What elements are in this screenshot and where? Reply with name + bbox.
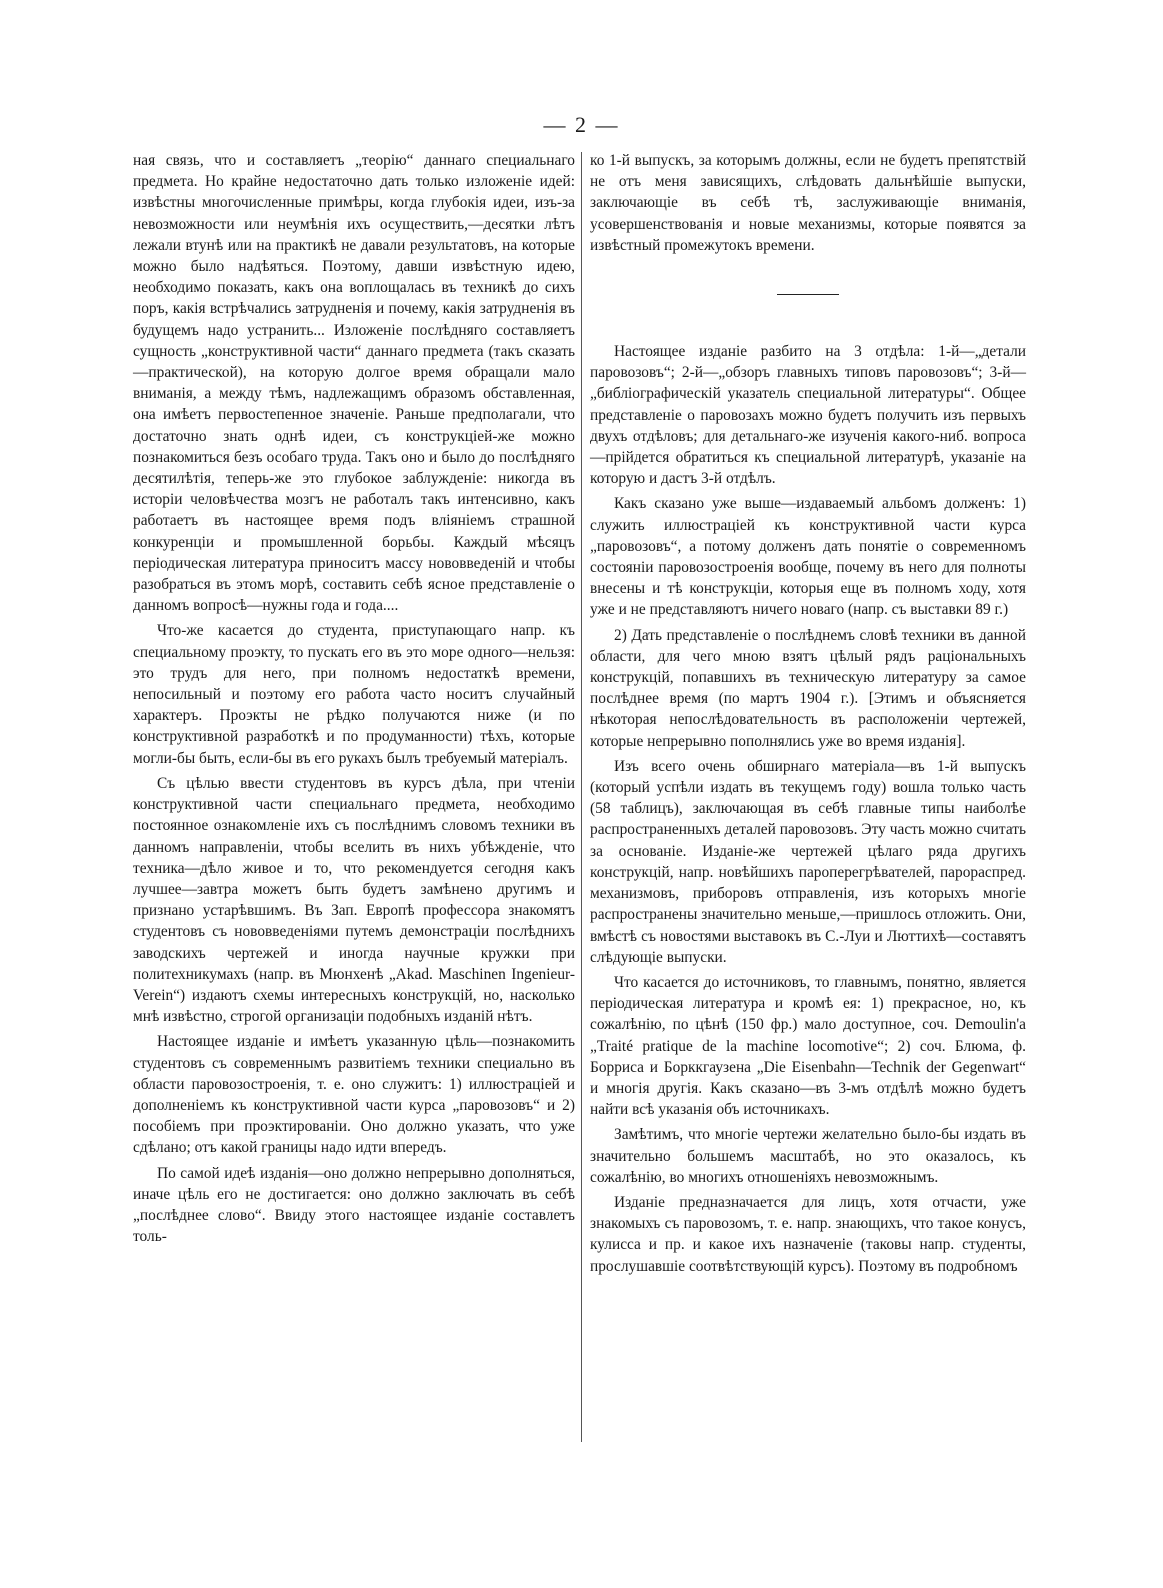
right-column <box>590 150 1026 1281</box>
right-paragraph-1: Настоящее изданіе разбито на 3 отдѣла: 1-й—„детали паровозовъ“; 2-й—„обзоръ главныхъ типовъ паровозовъ“; 3-й—„библіографическій указатель специальной литературы“. Общее представленіе о паровозахъ можно будетъ получить изъ первыхъ двухъ отдѣловъ; для детальнаго-же изученія какого-ниб. вопроса—прійдется обратиться къ специальной литературѣ, указаніе на которую и дастъ 3-й отдѣлъ. <box>590 343 1026 488</box>
section-separator <box>777 294 839 295</box>
right-paragraph-7: Изданіе предназначается для лицъ, хотя отчасти, уже знакомыхъ съ паровозомъ, т. е. напр. знающихъ, что такое конусъ, кулисса и пр. и какое ихъ назначеніе (таковы напр. студенты, прослушавшіе соотвѣтствующій курсъ). Поэтому въ подробномъ <box>590 1193 1026 1275</box>
left-paragraph-1: ная связь, что и составляетъ „теорію“ даннаго специальнаго предмета. Но крайне недостаточно дать только изложеніе идей: извѣстны многочисленные примѣры, когда глубокія идеи, изъ-за невозможности или неумѣнія ихъ осуществить,—десятки лѣтъ лежали втунѣ или на практикѣ не давали результатовъ, на которые можно было надѣяться. Поэтому, давши извѣстную идею, необходимо показать, какъ она воплощалась въ техникѣ до сихъ поръ, какія встрѣчались затрудненія и почему, какія затрудненія въ будущемъ надо устранить... Изложеніе послѣдняго составляетъ сущность „конструктивной части“ даннаго предмета (такъ сказать—практической), на которую долгое время обращали мало вниманія, а между тѣмъ, надлежащимъ образомъ обставленная, она имѣетъ первостепенное значеніе. Раньше предполагали, что достаточно знать однѣ идеи, съ конструкціей-же можно познакомиться безъ особаго труда. Такъ оно и было до послѣдняго десятилѣтія, теперь-же это глубокое заблужденіе: никогда въ исторіи человѣчества мозгъ не работалъ такъ интенсивно, какъ работаетъ въ настоящее время подъ вліяніемъ страшной конкуренціи и промышленной борьбы. Каждый мѣсяцъ періодическая литература приноситъ массу нововведеній и чтобы разобраться въ этомъ морѣ, составить себѣ ясное представленіе о данномъ вопросѣ—нужны года и года.... <box>133 152 575 615</box>
right-intro-paragraph: ко 1-й выпускъ, за которымъ должны, если не будетъ препятствій не отъ меня зависящихъ, слѣдовать дальнѣйшіе выпуски, заключающіе въ себѣ тѣ, заслуживающіе вниманія, усовершенствованія и новые механизмы, которые появятся за извѣстный промежутокъ времени. <box>590 152 1026 254</box>
right-paragraph-5: Что касается до источниковъ, то главнымъ, понятно, является періодическая литература и кромѣ ея: 1) прекрасное, но, къ сожалѣнію, по цѣнѣ (150 фр.) мало доступное, соч. Demoulin'а „Traité pratique de la machine locomotive“; 2) соч. Блюма, ф. Борриса и Борккгаузена „Die Eisenbahn—Technik der Gegenwart“ и многія другія. Какъ сказано—въ 3-мъ отдѣлѣ можно будетъ найти всѣ указанія объ источникахъ. <box>590 973 1026 1119</box>
right-paragraph-4: Изъ всего очень обширнаго матеріала—въ 1-й выпускъ (который успѣли издать въ текущемъ году) вошла только часть (58 таблицъ), заключающая въ себѣ главные типы наиболѣе распространенныхъ деталей паровозовъ. Эту часть можно считать за основаніе. Изданіе-же чертежей цѣлаго ряда другихъ конструкцій, напр. новѣйшихъ пароперегрѣвателей, парораспред. механизмовъ, приборовъ отправленія, изъ которыхъ многіе распространены значительно меньше,—пришлось отложить. Они, вмѣстѣ съ новостями выставокъ въ С.-Луи и Люттихѣ—составятъ слѣдующіе выпуски. <box>590 757 1026 966</box>
left-paragraph-2: Что-же касается до студента, приступающаго напр. къ специальному проэкту, то пускать его въ это море одного—нельзя: это трудъ для него, при полномъ недостаткѣ времени, непосильный и поэтому его работа часто носитъ случайный характеръ. Проэкты не рѣдко получаются ниже (и по конструктивной разработкѣ и по продуманности) тѣхъ, которые могли-бы быть, если-бы въ его рукахъ былъ требуемый матеріалъ. <box>133 622 575 767</box>
left-paragraph-5: По самой идеѣ изданія—оно должно непрерывно дополняться, иначе цѣль его не достигается: оно должно заключать въ себѣ „послѣднее слово“. Ввиду этого настоящее изданіе составлетъ толь- <box>133 1164 575 1246</box>
column-divider <box>581 152 582 1442</box>
page-number: — 2 — <box>543 112 620 137</box>
left-paragraph-3: Съ цѣлью ввести студентовъ въ курсъ дѣла, при чтеніи конструктивной части специальнаго предмета, необходимо постоянное ознакомленіе ихъ съ послѣднимъ словомъ техники въ данномъ направленіи, чтобы вселить въ нихъ убѣжденіе, что техника—дѣло живое и то, что рекомендуется сегодня какъ лучшее—завтра можетъ быть будетъ замѣнено другимъ и признано устарѣвшимъ. Въ Зап. Европѣ профессора знакомятъ студентовъ съ нововведеніями путемъ демонстраціи послѣднихъ заводскихъ чертежей и иногда научные кружки при политехникумахъ (напр. въ Мюнхенѣ „Akad. Maschinen Ingenieur-Verein“) издаютъ схемы интересныхъ конструкцій, но, насколько мнѣ извѣстно, строгой организаціи подобныхъ изданій нѣтъ. <box>133 774 575 1026</box>
right-paragraph-3: 2) Дать представленіе о послѣднемъ словѣ техники въ данной области, для чего мною взятъ цѣлый рядъ раціональныхъ конструкцій, попавшихъ въ техническую литературу за самое послѣднее время (по мартъ 1904 г.). [Этимъ и объясняется нѣкоторая непослѣдовательность въ расположеніи чертежей, которые непрерывно пополнялись уже во время изданія]. <box>590 626 1026 750</box>
left-paragraph-4: Настоящее изданіе и имѣетъ указанную цѣль—познакомить студентовъ съ современнымъ развитіемъ техники специально въ области паровозостроенія, т. е. оно служитъ: 1) иллюстраціей и дополненіемъ къ конструктивной части курса „паровозовъ“ и 2) пособіемъ при проэктированіи. Оно должно указать, что уже сдѣлано; отъ какой границы надо идти впередъ. <box>133 1033 575 1157</box>
right-paragraph-6: Замѣтимъ, что многіе чертежи желательно было-бы издать въ значительно большемъ масштабѣ, но это оказалось, къ сожалѣнію, во многихъ отношеніяхъ невозможнымъ. <box>590 1126 1026 1186</box>
right-paragraph-2: Какъ сказано уже выше—издаваемый альбомъ долженъ: 1) служить иллюстраціей къ конструктивной части курса „паровозовъ“, а потому долженъ дать понятіе о современномъ состояніи паровозостроенія вообще, почему въ него для полноты внесены и тѣ конструкціи, которыя еще въ полномъ ходу, хотя уже и не представляютъ ничего новаго (напр. съ выставки 89 г.) <box>590 495 1026 619</box>
left-column <box>133 150 575 1251</box>
